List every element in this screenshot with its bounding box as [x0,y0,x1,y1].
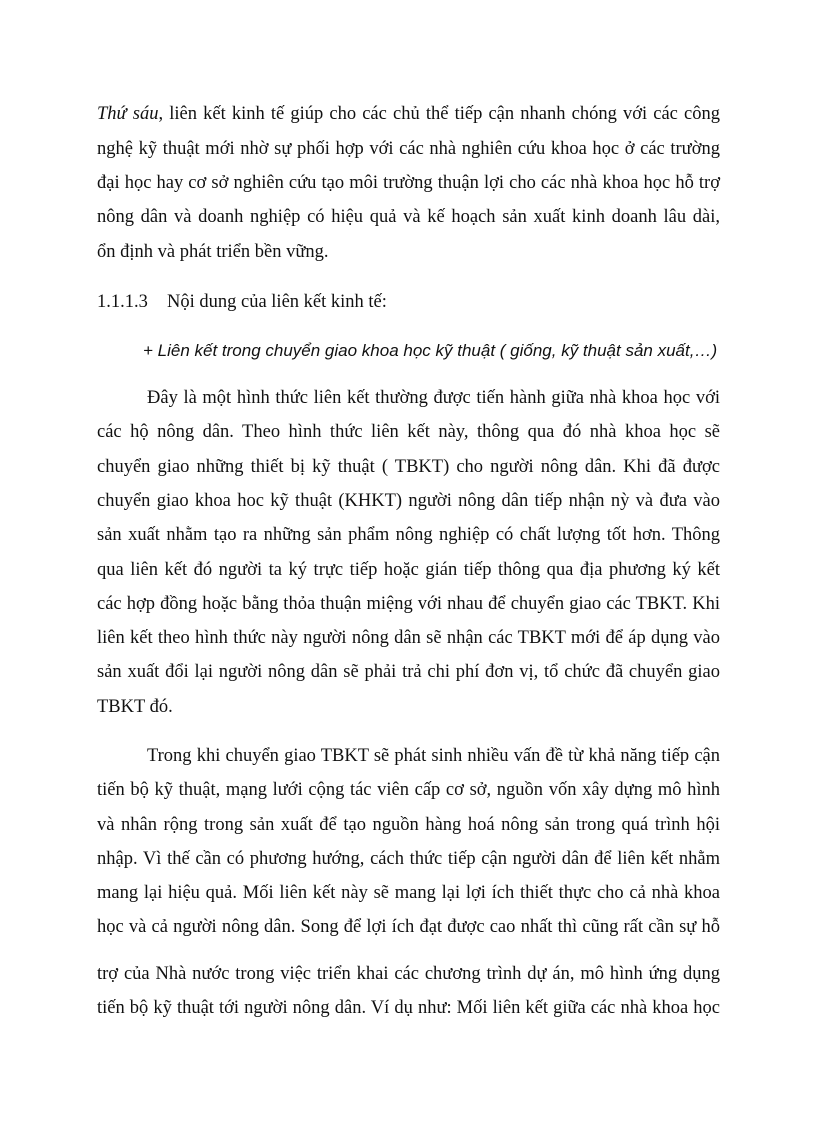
paragraph-line: Trong khi chuyển giao TBKT sẽ phát sinh nhiều vấn đề từ khả năng tiếp cận [147,746,720,766]
paragraph-line: tiến bộ kỹ thuật, mạng lưới cộng tác viên cấp cơ sở, nguồn vốn xây dựng mô hình [97,780,720,800]
paragraph-line: mang lại hiệu quả. Mối liên kết này sẽ mang lại lợi ích thiết thực cho cả nhà khoa [97,883,720,903]
subsection-heading: + Liên kết trong chuyển giao khoa học kỹ thuật ( giống, kỹ thuật sản xuất,…) [143,341,718,360]
paragraph-line: sản xuất đổi lại người nông dân sẽ phải trả chi phí đơn vị, tổ chức đã chuyển giao [97,662,720,682]
paragraph-line: nông dân và doanh nghiệp có hiệu quả và kế hoạch sản xuất kinh doanh lâu dài, [97,207,720,227]
paragraph-line [97,103,720,125]
section-title: Nội dung của liên kết kinh tế: [167,292,387,312]
paragraph-line: nghệ kỹ thuật mới nhờ sự phối hợp với các nhà nghiên cứu khoa học ở các trường [97,139,720,159]
section-number: 1.1.1.3 [97,292,148,312]
paragraph-line: tiến bộ kỹ thuật tới người nông dân. Ví dụ như: Mối liên kết giữa các nhà khoa học [97,998,720,1018]
paragraph-line: các hợp đồng hoặc bằng thỏa thuận miệng với nhau để chuyển giao các TBKT. Khi [97,594,720,614]
paragraph-line: đại học hay cơ sở nghiên cứu tạo môi trường thuận lợi cho các nhà khoa học hỗ trợ [97,173,720,193]
paragraph-text: , liên kết kinh tế giúp cho các chủ thể tiếp cận nhanh chóng với các công [158,104,720,124]
paragraph-line: chuyển giao khoa hoc kỹ thuật (KHKT) người nông dân tiếp nhận nỳ và đưa vào [97,491,720,511]
paragraph-line: Đây là một hình thức liên kết thường được tiến hành giữa nhà khoa học với [147,388,720,408]
paragraph-line: học và cả người nông dân. Song để lợi ích đạt được cao nhất thì cũng rất cần sự hỗ [97,917,720,937]
paragraph-line: TBKT đó. [97,697,173,717]
paragraph-line: sản xuất nhằm tạo ra những sản phẩm nông nghiệp có chất lượng tốt hơn. Thông [97,525,720,545]
paragraph-line: và nhân rộng trong sản xuất để tạo nguồn hàng hoá nông sản trong quá trình hội [97,815,720,835]
paragraph-line: liên kết theo hình thức này người nông dân sẽ nhận các TBKT mới để áp dụng vào [97,628,720,648]
paragraph-line: ổn định và phát triển bền vững. [97,242,329,262]
paragraph-line: chuyển giao những thiết bị kỹ thuật ( TBKT) cho người nông dân. Khi đã được [97,457,720,477]
paragraph-line: các hộ nông dân. Theo hình thức liên kết này, thông qua đó nhà khoa học sẽ [97,422,720,442]
paragraph-line: trợ của Nhà nước trong việc triển khai các chương trình dự án, mô hình ứng dụng [97,964,720,984]
paragraph-lead-italic: Thứ sáu [97,104,159,124]
paragraph-line: nhập. Vì thế cần có phương hướng, cách thức tiếp cận người dân để liên kết nhằm [97,849,720,869]
paragraph-line: qua liên kết đó người ta ký trực tiếp hoặc gián tiếp thông qua địa phương ký kết [97,560,720,580]
